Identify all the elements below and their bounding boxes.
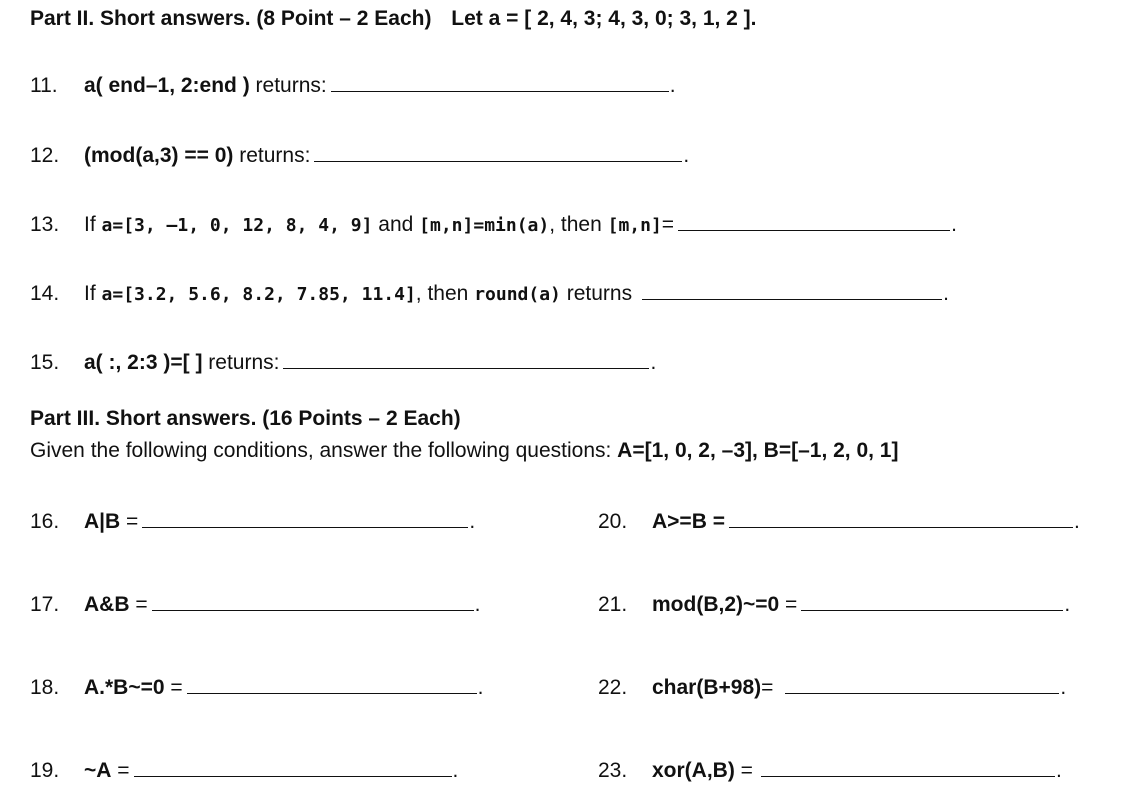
end-period: . <box>469 510 476 533</box>
answer-blank[interactable] <box>761 758 1055 777</box>
question-number: 23. <box>598 759 628 782</box>
question-number: 11. <box>30 74 58 97</box>
answer-blank[interactable] <box>152 592 474 611</box>
answer-blank[interactable] <box>642 281 942 300</box>
question-number: 22. <box>598 676 628 699</box>
end-period: . <box>951 213 957 236</box>
question-11 <box>30 73 676 99</box>
answer-blank[interactable] <box>678 212 950 231</box>
answer-blank[interactable] <box>142 509 468 528</box>
end-period: . <box>683 144 690 167</box>
question-14 <box>30 281 949 308</box>
end-period: . <box>1064 593 1071 616</box>
question-text: , then <box>549 213 608 236</box>
answer-blank[interactable] <box>785 675 1059 694</box>
end-period: . <box>452 759 459 782</box>
question-tail: = <box>164 676 183 699</box>
question-tail: = <box>761 676 774 699</box>
question-15 <box>30 350 656 376</box>
question-number: 17. <box>30 593 60 616</box>
end-period: . <box>650 351 657 374</box>
end-period: . <box>1060 676 1067 699</box>
question-19 <box>30 758 458 784</box>
question-expression: A.*B~=0 <box>84 676 165 699</box>
question-expression: char(B+98) <box>652 676 762 699</box>
question-tail: returns: <box>249 74 327 97</box>
question-number: 14. <box>30 282 60 305</box>
end-period: . <box>943 282 949 305</box>
part2-given: Let a = [ 2, 4, 3; 4, 3, 0; 3, 1, 2 ]. <box>451 7 757 30</box>
code-array: a=[3, –1, 0, 12, 8, 4, 9] <box>101 215 373 236</box>
question-tail: = <box>120 510 139 533</box>
answer-blank[interactable] <box>314 143 682 162</box>
question-expression: A&B <box>84 593 130 616</box>
question-tail: = <box>111 759 130 782</box>
part3-given <box>30 438 898 464</box>
end-period: . <box>474 593 481 616</box>
question-number: 12. <box>30 144 60 167</box>
end-period: . <box>477 676 484 699</box>
answer-blank[interactable] <box>283 350 649 369</box>
question-tail: = <box>779 593 798 616</box>
part2-header <box>30 6 757 32</box>
question-expression: a( :, 2:3 )=[ ] <box>84 351 203 374</box>
answer-blank[interactable] <box>729 509 1073 528</box>
question-number: 21. <box>598 593 628 616</box>
question-22 <box>598 675 1066 701</box>
part3-title: Part III. Short answers. (16 Points – 2 Each) <box>30 407 461 430</box>
question-expression: A>=B = <box>652 510 725 533</box>
question-text: If <box>84 213 102 236</box>
end-period: . <box>1055 759 1062 782</box>
question-expression: a( end–1, 2:end ) <box>84 74 250 97</box>
code-output: [m,n] <box>607 215 662 236</box>
answer-blank[interactable] <box>187 675 477 694</box>
question-tail: = <box>129 593 148 616</box>
question-expression: xor(A,B) <box>652 759 735 782</box>
answer-blank[interactable] <box>801 592 1063 611</box>
question-text: = <box>661 213 675 236</box>
question-expression: mod(B,2)~=0 <box>652 593 780 616</box>
end-period: . <box>1073 510 1080 533</box>
question-number: 13. <box>30 213 60 236</box>
question-12 <box>30 143 689 169</box>
question-number: 19. <box>30 759 60 782</box>
question-number: 18. <box>30 676 60 699</box>
question-expression: ~A <box>84 759 112 782</box>
code-round-call: round(a) <box>474 284 561 305</box>
question-text: returns <box>560 282 633 305</box>
code-array: a=[3.2, 5.6, 8.2, 7.85, 11.4] <box>101 284 416 305</box>
question-tail: = <box>734 759 753 782</box>
question-13 <box>30 212 957 239</box>
question-text: and <box>372 213 420 236</box>
question-expression: (mod(a,3) == 0) <box>84 144 234 167</box>
part3-given-values: A=[1, 0, 2, –3], B=[–1, 2, 0, 1] <box>617 439 899 462</box>
question-number: 16. <box>30 510 60 533</box>
part2-title: Part II. Short answers. (8 Point – 2 Each) <box>30 7 432 30</box>
question-expression: A|B <box>84 510 121 533</box>
code-min-call: [m,n]=min(a) <box>419 215 550 236</box>
question-16 <box>30 509 475 535</box>
question-20 <box>598 509 1080 535</box>
question-23 <box>598 758 1062 784</box>
question-number: 20. <box>598 510 628 533</box>
question-18 <box>30 675 484 701</box>
question-tail: returns: <box>202 351 280 374</box>
end-period: . <box>669 74 676 97</box>
question-text: , then <box>415 282 475 305</box>
answer-blank[interactable] <box>331 73 669 92</box>
part3-given-text: Given the following conditions, answer the following questions: <box>30 439 618 462</box>
question-tail: returns: <box>233 144 311 167</box>
answer-blank[interactable] <box>134 758 452 777</box>
question-number: 15. <box>30 351 60 374</box>
question-17 <box>30 592 480 618</box>
question-21 <box>598 592 1070 618</box>
question-text: If <box>84 282 102 305</box>
